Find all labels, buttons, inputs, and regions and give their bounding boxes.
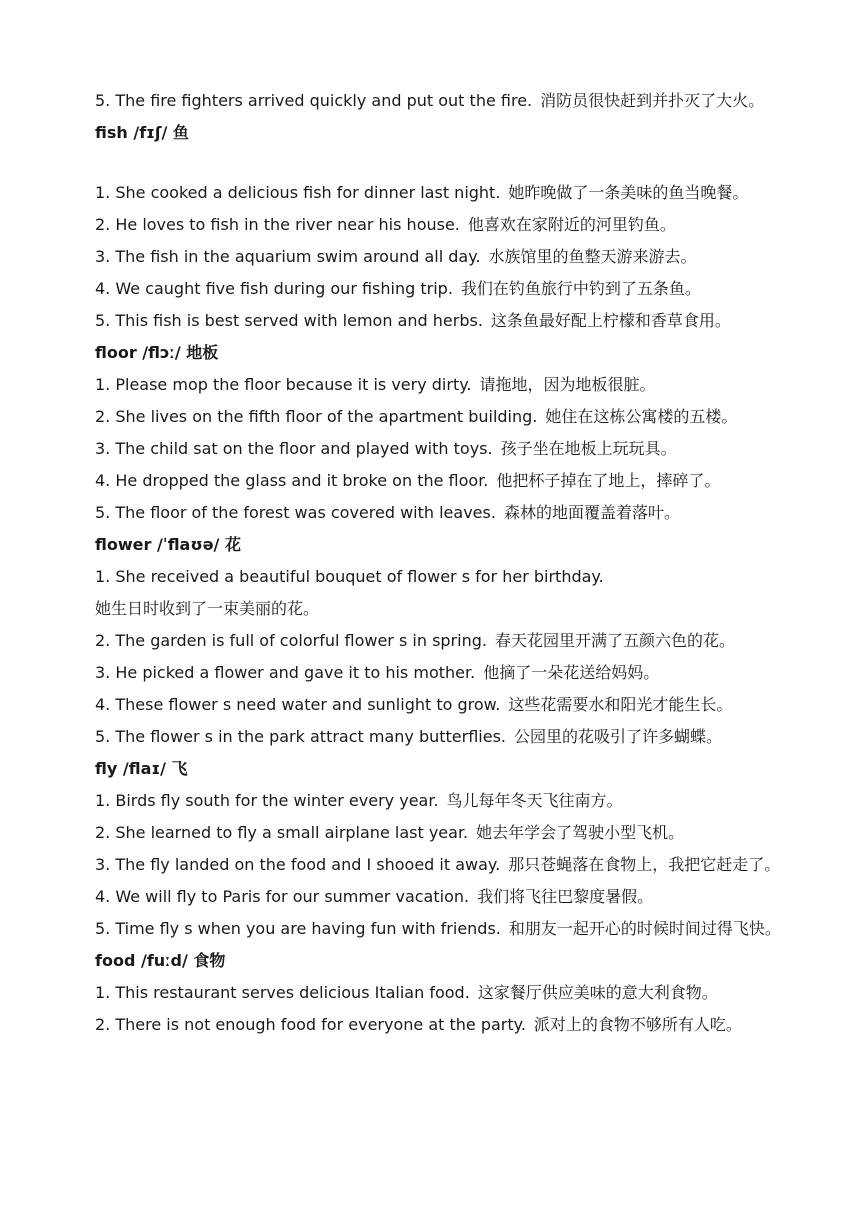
sentence-english: 1. Please mop the floor because it is very dirty.: [95, 375, 472, 394]
sentence-line: [95, 625, 795, 657]
sentence-line: [95, 593, 795, 625]
sentence-english: 4. We caught five fish during our fishing trip.: [95, 279, 453, 298]
sentence-english: 4. These flower s need water and sunlight to grow.: [95, 695, 501, 714]
word-heading-food: food /fuːd/ 食物: [95, 951, 226, 970]
sentence-line: [95, 85, 795, 117]
sentence-chinese: 那只苍蝇落在食物上，我把它赶走了。: [508, 855, 781, 874]
sentence-english: 1. Birds fly south for the winter every year.: [95, 791, 439, 810]
sentence-chinese: 他把杯子掉在了地上，摔碎了。: [496, 471, 721, 490]
sentence-chinese: 森林的地面覆盖着落叶。: [503, 503, 680, 522]
sentence-line: [95, 433, 795, 465]
sentence-line: [95, 497, 795, 529]
sentence-line: [95, 241, 795, 273]
sentence-chinese: 和朋友一起开心的时候时间过得飞快。: [508, 919, 781, 938]
sentence-line: [95, 657, 795, 689]
sentence-english: 5. The floor of the forest was covered with leaves.: [95, 503, 496, 522]
sentence-english: 5. Time fly s when you are having fun with friends.: [95, 919, 501, 938]
sentence-line: [95, 721, 795, 753]
sentence-chinese: 水族馆里的鱼整天游来游去。: [488, 247, 697, 266]
sentence-chinese: 她住在这栋公寓楼的五楼。: [545, 407, 738, 426]
sentence-line: [95, 1009, 795, 1041]
sentence-english: 5. This fish is best served with lemon and herbs.: [95, 311, 483, 330]
sentence-line: [95, 177, 795, 209]
sentence-english: 2. She learned to fly a small airplane last year.: [95, 823, 469, 842]
word-heading-fish: fish /fɪʃ/ 鱼: [95, 123, 189, 142]
sentence-chinese: 这条鱼最好配上柠檬和香草食用。: [490, 311, 731, 330]
sentence-chinese: 这家餐厅供应美味的意大利食物。: [477, 983, 718, 1002]
sentence-line: [95, 689, 795, 721]
sentence-english: 3. He picked a flower and gave it to his mother.: [95, 663, 476, 682]
sentence-line: [95, 913, 795, 945]
sentence-chinese: 我们将飞往巴黎度暑假。: [477, 887, 654, 906]
sentence-line: [95, 977, 795, 1009]
sentence-chinese: 派对上的食物不够所有人吃。: [533, 1015, 742, 1034]
sentence-english: 2. He loves to fish in the river near his house.: [95, 215, 460, 234]
sentence-english: 5. The fire fighters arrived quickly and put out the fire.: [95, 91, 533, 110]
sentence-chinese: 孩子坐在地板上玩玩具。: [500, 439, 677, 458]
sentence-line: [95, 369, 795, 401]
sentence-chinese: 她去年学会了驾驶小型飞机。: [476, 823, 685, 842]
sentence-chinese: 她生日时收到了一束美丽的花。: [95, 599, 320, 618]
sentence-english: 1. This restaurant serves delicious Italian food.: [95, 983, 470, 1002]
sentence-english: 4. We will fly to Paris for our summer vacation.: [95, 887, 470, 906]
sentence-english: 5. The flower s in the park attract many butterflies.: [95, 727, 507, 746]
sentence-line: [95, 817, 795, 849]
sentence-chinese: 他摘了一朵花送给妈妈。: [483, 663, 660, 682]
word-heading-fly: fly /flaɪ/ 飞: [95, 759, 188, 778]
sentence-chinese: 她昨晚做了一条美味的鱼当晚餐。: [508, 183, 749, 202]
sentence-chinese: 鸟儿每年冬天飞往南方。: [446, 791, 623, 810]
sentence-english: 3. The fish in the aquarium swim around all day.: [95, 247, 481, 266]
sentence-chinese: 这些花需要水和阳光才能生长。: [508, 695, 733, 714]
sentence-line: [95, 881, 795, 913]
sentence-english: 4. He dropped the glass and it broke on the floor.: [95, 471, 489, 490]
sentence-chinese: 公园里的花吸引了许多蝴蝶。: [514, 727, 723, 746]
sentence-line: [95, 209, 795, 241]
sentence-english: 1. She cooked a delicious fish for dinner last night.: [95, 183, 501, 202]
sentence-english: 3. The fly landed on the food and I shooed it away.: [95, 855, 501, 874]
word-heading-flower: flower /ˈflaʊə/ 花: [95, 535, 241, 554]
sentence-chinese: 春天花园里开满了五颜六色的花。: [494, 631, 735, 650]
sentence-english: 2. She lives on the fifth floor of the apartment building.: [95, 407, 538, 426]
sentence-line: [95, 849, 795, 881]
sentence-line: [95, 465, 795, 497]
sentence-english: 2. There is not enough food for everyone at the party.: [95, 1015, 526, 1034]
sentence-chinese: 我们在钓鱼旅行中钓到了五条鱼。: [460, 279, 701, 298]
sentence-line: [95, 273, 795, 305]
blank-spacer: [95, 149, 795, 177]
sentence-line: [95, 561, 795, 593]
sentence-line: [95, 785, 795, 817]
sentence-line: [95, 401, 795, 433]
word-heading-floor: floor /flɔː/ 地板: [95, 343, 219, 362]
sentence-chinese: 消防员很快赶到并扑灭了大火。: [540, 91, 765, 110]
sentence-line: [95, 305, 795, 337]
sentence-chinese: 请拖地，因为地板很脏。: [479, 375, 656, 394]
document-page: [95, 85, 795, 1041]
sentence-english: 2. The garden is full of colorful flower s in spring.: [95, 631, 487, 650]
sentence-chinese: 他喜欢在家附近的河里钓鱼。: [467, 215, 676, 234]
sentence-english: 3. The child sat on the floor and played with toys.: [95, 439, 493, 458]
sentence-english: 1. She received a beautiful bouquet of flower s for her birthday.: [95, 567, 604, 586]
